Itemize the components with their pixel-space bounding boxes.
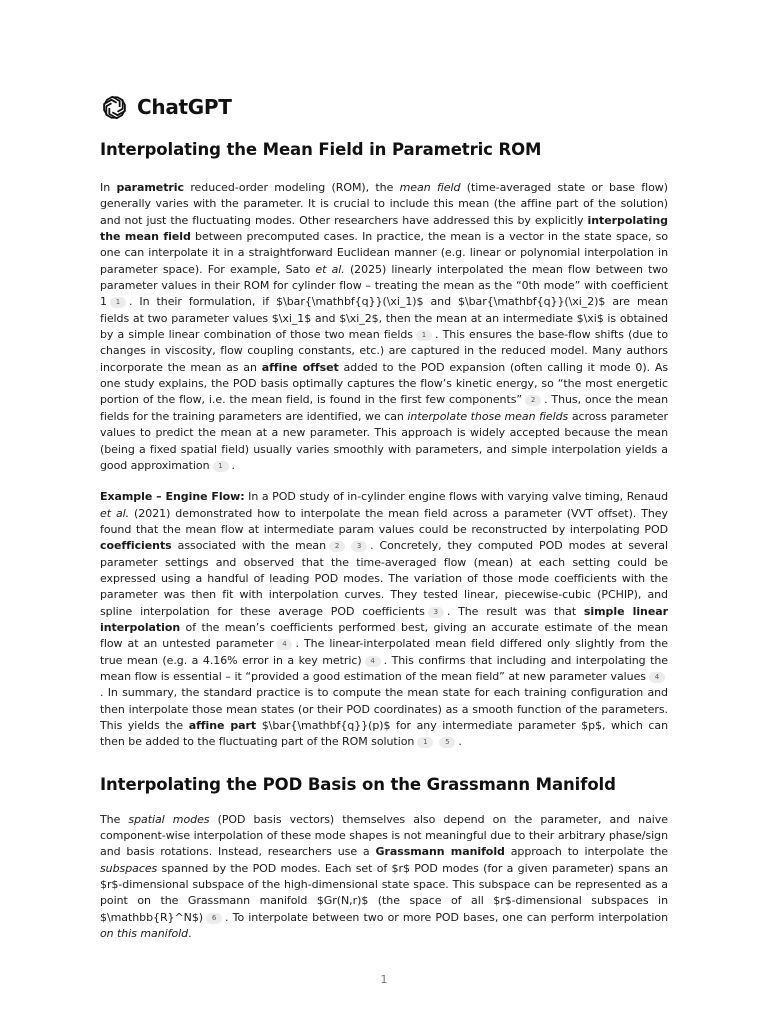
text-span: The	[100, 812, 129, 826]
text-span: . The linear-interpolated mean field differed only slightly from the true mean (e.g. a 4.16% error in a key metric)	[100, 637, 668, 667]
bold-text: simple linear interpolation	[100, 604, 668, 634]
citation-badge[interactable]: 4	[276, 639, 292, 650]
text-span: across parameter values to predict the mean at a new parameter. This approach is widely accepted because the mean (being a fixed spatial field) usually varies smoothly with parameters, and simple interpolation yields a good approximation	[100, 409, 668, 472]
text-span: between precomputed cases. In practice, the mean is a vector in the state space, so one can interpolate it in a straightforward Euclidean manner (e.g. linear or polynomial interpolation in parameter space). For example, Sato	[100, 230, 668, 276]
paragraph-engine-flow-example	[100, 489, 668, 751]
text-span: . In their formulation, if $\bar{\mathbf{q}}(\xi_1)$ and $\bar{\mathbf{q}}(\xi_2)$ are mean fields at two parameter values $\xi_1$ and $\xi_2$, then the mean at an intermediate $\xi$ is obtained by a simple linear combination of those two mean fields	[100, 295, 668, 342]
text-span: . Thus, once the mean fields for the training parameters are identified, we can	[100, 393, 668, 423]
italic-text: et al.	[100, 506, 130, 520]
section-heading-grassmann: Interpolating the POD Basis on the Grassmann Manifold	[100, 774, 616, 794]
text-span: . Concretely, they computed POD modes at several parameter settings and observed that the time-averaged flow (mean) at each setting could be expressed using a handful of leading POD modes. The variation of those mode coefficients with the parameter was then fit with interpolation curves. They tested linear, piecewise-cubic (PCHIP), and spline interpolation for these average POD coefficients	[100, 539, 668, 618]
text-span: (2025) linearly interpolated the mean flow between two parameter values in their ROM for cylinder flow – treating the mean as the “0th mode” with coefficient 1	[100, 262, 668, 309]
text-span: spanned by the POD modes. Each set of $r$ POD modes (for a given parameter) spans an $r$-dimensional subspace of the high-dimensional state space. This subspace can be represented as a point on the Grassmann manifold $Gr(N,r)$ (the space of all $r$-dimensional subspaces in $\mathbb{R}^N$)	[100, 861, 668, 924]
italic-text: subspaces	[100, 861, 158, 875]
bold-text: affine part	[188, 719, 257, 732]
citation-badge[interactable]: 3	[428, 607, 444, 618]
citation-badge[interactable]: 2	[329, 541, 345, 552]
text-span: (time-averaged state or base flow) generally varies with the parameter. It is crucial to include this mean (the affine part of the solution) and not just the fluctuating modes. Other researchers have addressed this by explicitly	[100, 181, 669, 227]
text-span: added to the POD expansion (often calling it mode 0). As one study explains, the POD basis optimally captures the flow’s kinetic energy, so “the most energetic portion of the flow, i.e. the mean field, is found in the first few components”	[100, 360, 668, 407]
text-span: . This confirms that including and interpolating the mean flow is essential – it “provided a good estimation of the mean field” at new parameter values	[100, 653, 669, 683]
bold-text: parametric	[116, 181, 184, 194]
text-span: In a POD study of in-cylinder engine flows with varying valve timing, Renaud	[244, 490, 668, 504]
text-span: (2021) demonstrated how to interpolate the mean field across a parameter (VVT offset). They found that the mean flow at intermediate param values could be reconstructed by interpolating POD	[100, 506, 668, 536]
bold-text: affine offset	[261, 360, 339, 374]
italic-text: interpolate those mean fields	[407, 409, 569, 423]
text-span: . In summary, the standard practice is to compute the mean state for each training configuration and then interpolate those mean states (or their POD coordinates) as a smooth function of the parameters. This yields the	[100, 686, 668, 732]
citation-badge[interactable]: 2	[525, 395, 541, 406]
text-span: . To interpolate between two or more POD bases, one can perform interpolation	[225, 910, 668, 924]
text-span: .	[231, 458, 235, 472]
openai-logo-icon	[100, 93, 129, 122]
text-span: of the mean’s coefficients performed best, giving an accurate estimate of the mean flow at an untested parameter	[100, 620, 668, 651]
citation-badge[interactable]: 6	[206, 913, 222, 924]
text-span: .	[458, 735, 462, 749]
bold-text: Grassmann manifold	[375, 845, 505, 859]
italic-text: et al.	[315, 262, 345, 276]
citation-badge[interactable]: 1	[417, 737, 433, 748]
italic-text: spatial modes	[128, 812, 210, 826]
paragraph-grassmann-intro	[100, 812, 668, 943]
citation-badge[interactable]: 1	[110, 297, 126, 308]
bold-text: coefficients	[100, 539, 172, 553]
italic-text: on this manifold	[100, 927, 189, 941]
page-number: 1	[380, 973, 388, 986]
section-heading-mean-field: Interpolating the Mean Field in Parametric ROM	[100, 140, 542, 159]
text-span: .	[188, 927, 192, 941]
citation-badge[interactable]: 4	[649, 672, 665, 683]
text-span: approach to interpolate the	[504, 845, 668, 859]
citation-badge[interactable]: 1	[416, 330, 432, 341]
text-span: associated with the mean	[171, 539, 327, 553]
text-span: . This ensures the base-flow shifts (due to changes in viscosity, flow coupling constants, etc.) are captured in the reduced model. Many authors incorporate the mean as an	[100, 328, 668, 374]
bold-text: Example – Engine Flow:	[100, 490, 245, 504]
brand-header	[100, 92, 668, 122]
text-span: $\bar{\mathbf{q}}(p)$ for any intermediate parameter $p$, which can then be added to the fluctuating part of the ROM solution	[100, 719, 668, 749]
brand-name: ChatGPT	[137, 95, 232, 119]
text-span: reduced-order modeling (ROM), the	[184, 181, 400, 194]
citation-badge[interactable]: 4	[365, 656, 381, 667]
text-span: . The result was that	[446, 604, 584, 618]
paragraph-mean-field-intro	[100, 180, 668, 474]
italic-text: mean field	[399, 181, 461, 194]
citation-badge[interactable]: 3	[351, 541, 367, 552]
document-page	[100, 92, 668, 942]
citation-badge[interactable]: 1	[213, 461, 229, 472]
text-span: (POD basis vectors) themselves also depend on the parameter, and naive component-wise interpolation of these mode shapes is not meaningful due to their arbitrary phase/sign and basis rotations. Instead, researchers use a	[100, 812, 668, 859]
bold-text: interpolating the mean field	[100, 213, 668, 244]
text-span: In	[100, 181, 117, 194]
citation-badge[interactable]: 5	[439, 737, 455, 748]
